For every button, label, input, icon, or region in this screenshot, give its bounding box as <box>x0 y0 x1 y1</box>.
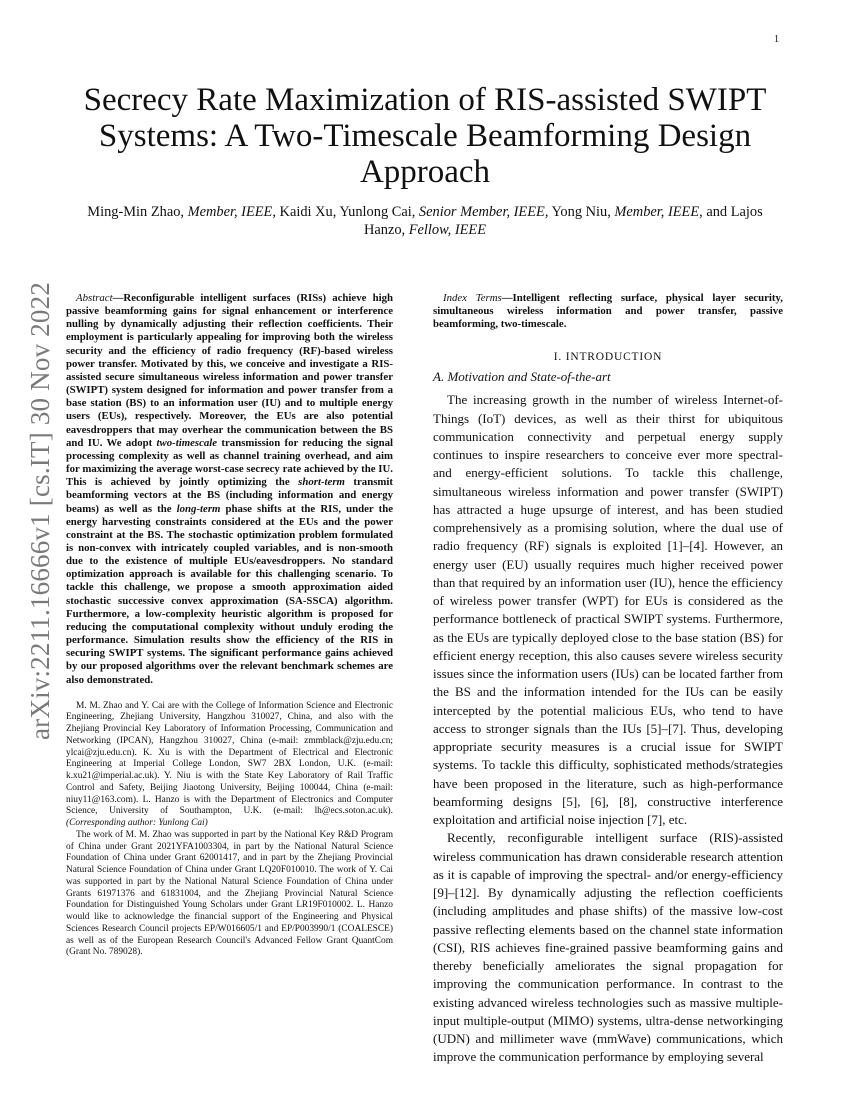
abstract-text: transmission for reducing the signal processing complexity as well as channel training overhead, and aim for maximizing the average worst-case secrecy rate achieved by the IU. This is achieved by jointly optimizing the <box>66 436 393 489</box>
author-separator: , <box>411 204 419 220</box>
body-paragraph: The increasing growth in the number of wireless Internet-of-Things (IoT) devices, as well as their thirst for ubiquitous communication connectivity and perpetual energy supply continues to inspire researchers to conceive ever more spectral- and energy-efficient solutions. To tackle this challenge, simultaneous wireless information and power transfer (SWIPT) has attracted a huge upsurge of interest, and has been studied comprehensively as a promising solution, where the dual use of radio frequency (RF) signals is exploited [1]–[4]. However, an energy user (EU) usually requires much higher received power than that required by an information user (IU), hence the efficiency of wireless power transfer (WPT) for EUs is considered as the performance bottleneck of practical SWIPT systems. Furthermore, as the EUs are typically deployed close to the base station (BS) for efficient energy reception, this also causes severe wireless security issues since the information users (IUs) can be located farther from the BS and the information intended for the IUs can be easily intercepted by the potential malicious EUs, who tend to have access to stronger signals than the IUs [5]–[7]. Thus, developing appropriate security measures is a crucial issue for SWIPT systems. To tackle this difficulty, sophisticated methods/strategies have been proposed in the literature, such as high-performance beamforming designs [5], [6], [8], constructive interference exploitation and artificial noise injection [7], etc. <box>433 392 783 828</box>
author-separator: , <box>180 204 188 220</box>
abstract-emphasis: short-term <box>298 476 345 489</box>
author-name: Yong Niu <box>551 204 608 220</box>
author-name: Ming-Min Zhao <box>87 204 181 220</box>
abstract-emphasis: long-term <box>176 502 221 515</box>
arxiv-identifier: arXiv:2211.16666v1 [cs.IT] 30 Nov 2022 <box>25 281 55 740</box>
author-separator: , <box>401 222 409 238</box>
left-column <box>66 292 393 959</box>
page-number: 1 <box>774 34 779 45</box>
author-separator: , and <box>699 204 731 220</box>
paper-title: Secrecy Rate Maximization of RIS-assisted SWIPT Systems: A Two-Timescale Beamforming Design Approach <box>83 82 767 190</box>
author-affiliation: Fellow, IEEE <box>408 222 487 238</box>
corresponding-author: (Corresponding author: Yunlong Cai) <box>66 818 208 829</box>
author-separator: , <box>607 204 615 220</box>
index-terms-label: Index Terms <box>443 292 502 304</box>
author-name: Kaidi Xu, Yunlong Cai <box>279 204 412 220</box>
affiliation-footnote <box>66 701 393 830</box>
author-affiliation: Member, IEEE <box>614 204 700 220</box>
abstract-text: transmit beamforming vectors at the BS (including information and energy beams) as well as the <box>66 476 393 515</box>
author-affiliation: Member, IEEE <box>187 204 273 220</box>
right-column <box>433 292 783 1067</box>
abstract-text: Reconfigurable intelligent surfaces (RISs) achieve high passive beamforming gains for signal enhancement or interference nulling by dynamically adjusting their reflection coefficients. Their employment is particularly appealing for improving both the wireless security and the efficiency of radio frequency (RF)-based wireless power transfer. Motivated by this, we conceive and investigate a RIS-assisted secure simultaneous wireless information and power transfer (SWIPT) system designed for information and power transfer from a base station (BS) to an information user (IU) and to multiple energy users (EUs), respectively. Moreover, the EUs are also potential eavesdroppers that may overhear the communication between the BS and IU. We adopt <box>66 292 393 449</box>
author-name: Lajos Hanzo <box>363 204 763 238</box>
abstract-dash: — <box>112 292 124 304</box>
section-heading: I. INTRODUCTION <box>553 351 663 364</box>
footnotes <box>66 701 393 960</box>
abstract-emphasis: two-timescale <box>156 436 218 449</box>
subsection-heading: A. Motivation and State-of-the-art <box>433 369 611 385</box>
funding-footnote: The work of M. M. Zhao was supported in part by the National Key R&D Program of China under Grant 2021YFA1003304, in part by the National Natural Science Foundation of China under Grant 62001417, and in part by the Zhejiang Provincial Natural Science Foundation of China under Grant LQ20F010010. The work of Y. Cai was supported in part by the National Natural Science Foundation of China under Grants 61971376 and 61831004, and the Zhejiang Provincial Natural Science Foundation for Distinguished Young Scholars under Grant LR19F010002. L. Hanzo would like to acknowledge the financial support of the Engineering and Physical Sciences Research Council projects EP/W016605/1 and EP/P003990/1 (COALESCE) as well as of the European Research Council's Advanced Fellow Grant QuantCom (Grant No. 789028). <box>66 829 393 958</box>
index-terms-text: Intelligent reflecting surface, physical layer security, simultaneous wireless information and power transfer, passive beamforming, two-timescale. <box>433 292 783 331</box>
author-separator: , <box>544 204 552 220</box>
affiliation-text: M. M. Zhao and Y. Cai are with the College of Information Science and Electronic Engineering, Zhejiang University, Hangzhou 310027, China, and also with the Zhejiang Provincial Key Laboratory of Information Processing, Communication and Networking (IPCAN), Hangzhou 310027, China (e-mail: zmmblack@zju.edu.cn; ylcai@zju.edu.cn). K. Xu is with the Department of Electrical and Electronic Engineering at Imperial College London, SW7 2BX London, U.K. (e-mail: k.xu21@imperial.ac.uk). Y. Niu is with the State Key Laboratory of Rail Traffic Control and Safety, Beijing Jiaotong University, Beijing 100044, China (e-mail: niuy11@163.com). L. Hanzo is with the Department of Electronics and Computer Science, University of Southampton, U.K. (e-mail: lh@ecs.soton.ac.uk). <box>66 700 393 817</box>
abstract-text: phase shifts at the RIS, under the energy harvesting constraints considered at the EUs and the power constraint at the BS. The stochastic optimization problem formulated is non-convex with intricately coupled variables, and is non-smooth due to the existence of multiple EUs/eavesdroppers. No standard optimization approach is available for this challenging scenario. To tackle this challenge, we propose a smooth approximation aided stochastic successive convex approximation (SA-SSCA) algorithm. Furthermore, a low-complexity heuristic algorithm is proposed for reducing the computational complexity without unduly eroding the performance. Simulation results show the efficiency of the RIS in securing SWIPT systems. The significant performance gains achieved by our proposed algorithms over the relevant benchmark schemes are also demonstrated. <box>66 502 394 686</box>
author-list <box>70 203 780 239</box>
author-separator: , <box>272 204 280 220</box>
body-paragraph: Recently, reconfigurable intelligent surface (RIS)-assisted wireless communication has drawn considerable research attention as it is capable of improving the spectral- and/or energy-efficiency [9]–[12]. By dynamically adjusting the reflection coefficients (including amplitudes and phase shifts) of the massive low-cost passive reflecting elements based on the channel state information (CSI), RIS achieves fine-grained passive beamforming gains and thereby beneficially ameliorates the signal propagation for improving the communication performance. In contrast to the existing advanced wireless technologies such as massive multiple-input multiple-output (MIMO) systems, ultra-dense networkinging (UDN) and millimeter wave (mmWave) communications, which improve the communication performance by employing several <box>433 830 783 1065</box>
abstract <box>66 292 393 687</box>
abstract-label: Abstract <box>76 292 113 304</box>
author-affiliation: Senior Member, IEEE <box>418 204 545 220</box>
index-terms <box>433 292 783 331</box>
index-terms-dash: — <box>501 292 513 304</box>
